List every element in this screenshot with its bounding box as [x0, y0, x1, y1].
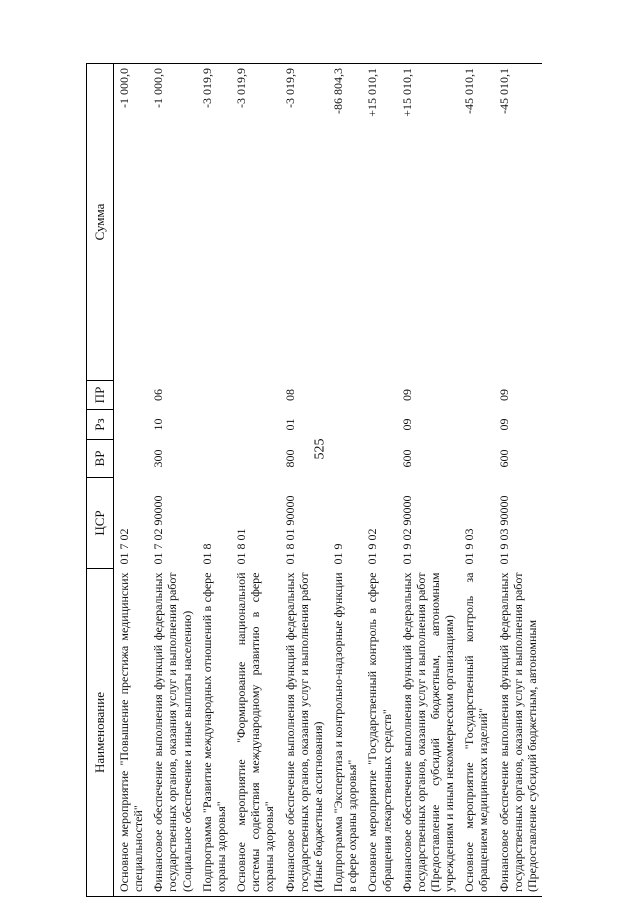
- row-sum: -3 019,9: [231, 64, 279, 381]
- row-vr: 600: [496, 449, 511, 468]
- row-name: Основное мероприятие "Государственный контроль за обращением медицинских изделий": [459, 569, 493, 897]
- row-pr: [328, 381, 362, 410]
- row-vr: 600: [399, 449, 414, 468]
- table-header-row: [87, 64, 114, 897]
- row-pr: 09: [496, 389, 511, 401]
- row-name: Основное мероприятие "Государственный контроль в сфере обращения лекарственных средств": [362, 569, 396, 897]
- row-csr: 01 9 02 90000: [399, 495, 414, 565]
- row-rz: [328, 410, 362, 440]
- row-name: Финансовое обеспечение выполнения функций федеральных государственных органов, оказания услуг и выполнения работ (Социальное обеспечение и иные выплаты населению): [148, 569, 196, 897]
- row-name: Финансовое обеспечение выполнения функций федеральных государственных органов, оказания услуг и выполнения работ (Предоставление субсидий бюджетным, автономным учреждениям и иным некоммерческим организациям): [397, 569, 460, 897]
- row-sum: -1 000,0: [114, 64, 149, 381]
- row-vr: [197, 440, 231, 478]
- row-csr: 01 8 01: [234, 528, 249, 565]
- header-vr: ВР: [87, 440, 114, 478]
- row-vr: [362, 440, 396, 478]
- row-rz: [197, 410, 231, 440]
- table-row: [397, 64, 460, 897]
- row-rz: [114, 410, 149, 440]
- row-name: Финансовое обеспечение выполнения функций федеральных государственных органов, оказания услуг и выполнения работ (Иные бюджетные ассигнования): [280, 569, 328, 897]
- row-rz: 01: [282, 418, 297, 431]
- row-csr: 01 7 02: [117, 528, 131, 565]
- row-rz: 10: [151, 418, 166, 431]
- row-pr: [231, 381, 279, 410]
- row-csr: 01 7 02 90000: [151, 495, 166, 565]
- row-pr: 08: [282, 389, 297, 401]
- row-vr: 300: [151, 449, 166, 468]
- row-sum: -86 804,3: [328, 64, 362, 381]
- row-vr: [459, 440, 493, 478]
- row-csr: 01 8 01 90000: [282, 495, 297, 565]
- row-rz: [231, 410, 279, 440]
- row-name: Подпрограмма "Экспертиза и контрольно-надзорные функции в сфере охраны здоровья": [328, 569, 362, 897]
- table-row: [148, 64, 196, 897]
- row-vr: [328, 440, 362, 478]
- table-row: [280, 64, 328, 897]
- row-sum: +15 010,1: [362, 64, 396, 381]
- header-name: Наименование: [87, 569, 114, 897]
- row-rz: [362, 410, 396, 440]
- row-rz: 09: [399, 418, 414, 431]
- table-row: [362, 64, 396, 897]
- row-sum: +15 010,1: [397, 64, 460, 381]
- budget-table: [86, 63, 542, 897]
- row-name: Финансовое обеспечение выполнения функций федеральных государственных органов, оказания услуг и выполнения работ (Предоставление субсидий бюджетным, автономным: [494, 569, 542, 897]
- header-sum: Сумма: [87, 64, 114, 381]
- row-csr: 01 9 03 90000: [496, 495, 511, 565]
- row-name: Подпрограмма "Развитие международных отношений в сфере охраны здоровья": [197, 569, 231, 897]
- row-name: Основное мероприятие "Повышение престижа медицинских специальностей": [114, 569, 149, 897]
- row-sum: -3 019,9: [280, 64, 328, 381]
- row-vr: [114, 440, 149, 478]
- row-sum: -3 019,9: [197, 64, 231, 381]
- header-csr: ЦСР: [87, 478, 114, 569]
- table-row: [328, 64, 362, 897]
- row-vr: 800: [282, 449, 297, 468]
- row-csr: 01 9 03: [462, 528, 477, 565]
- row-sum: -45 010,1: [494, 64, 542, 381]
- budget-table-rotated: [86, 64, 614, 897]
- header-pr: ПР: [87, 381, 114, 410]
- page-number-text: 525: [312, 438, 327, 460]
- table-row: [231, 64, 279, 897]
- row-vr: [231, 440, 279, 478]
- row-csr: 01 9 02: [365, 528, 380, 565]
- row-csr: 01 9: [331, 543, 346, 565]
- row-pr: [114, 381, 149, 410]
- table-row: [494, 64, 542, 897]
- table-row: [459, 64, 493, 897]
- row-pr: [362, 381, 396, 410]
- row-pr: 09: [399, 389, 414, 401]
- table-row: [114, 64, 149, 897]
- row-name: Основное мероприятие "Формирование национальной системы содействия международному развитию в сфере охраны здоровья": [231, 569, 279, 897]
- row-pr: [197, 381, 231, 410]
- row-pr: [459, 381, 493, 410]
- row-csr: 01 8: [199, 543, 214, 565]
- header-rz: Рз: [87, 410, 114, 440]
- table-row: [197, 64, 231, 897]
- row-rz: [459, 410, 493, 440]
- row-pr: 06: [151, 389, 166, 401]
- row-rz: 09: [496, 418, 511, 431]
- row-sum: -1 000,0: [148, 64, 196, 381]
- row-sum: -45 010,1: [459, 64, 493, 381]
